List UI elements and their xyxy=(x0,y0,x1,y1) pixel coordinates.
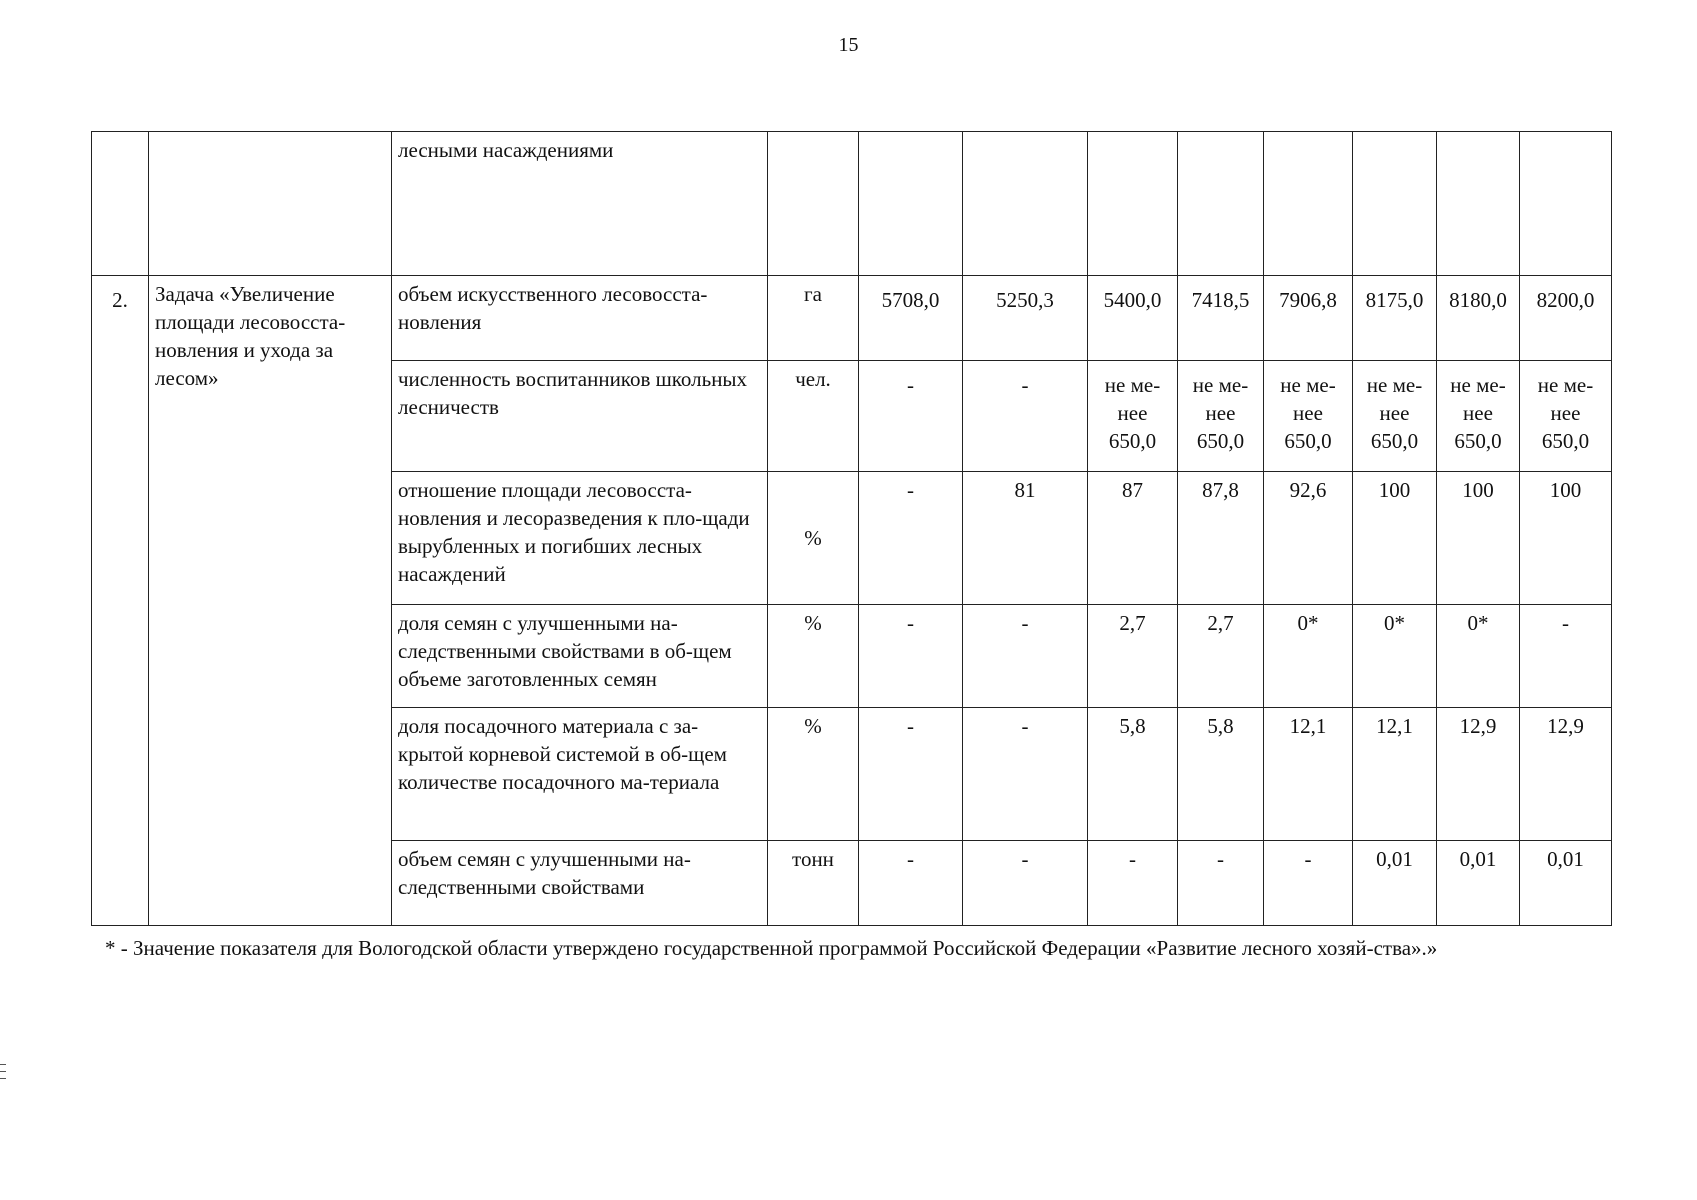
value-cell: - xyxy=(1264,841,1353,926)
value-cell: 100 xyxy=(1437,472,1520,605)
value-cell: 12,9 xyxy=(1520,708,1612,841)
value-cell: 12,9 xyxy=(1437,708,1520,841)
value-cell: 100 xyxy=(1520,472,1612,605)
value-cell: 0,01 xyxy=(1520,841,1612,926)
table-cell xyxy=(963,132,1088,276)
table-row xyxy=(92,132,1612,276)
value-cell: - xyxy=(859,361,963,472)
table-cell xyxy=(1178,132,1264,276)
page-number: 15 xyxy=(838,34,859,56)
value-cell: 8200,0 xyxy=(1520,276,1612,361)
value-cell: 5250,3 xyxy=(963,276,1088,361)
unit-cell: тонн xyxy=(768,841,859,926)
value-cell: не ме-нее 650,0 xyxy=(1178,361,1264,472)
row-number: 2. xyxy=(92,276,149,926)
value-cell: - xyxy=(859,708,963,841)
unit-cell: % xyxy=(768,605,859,708)
value-cell: 87 xyxy=(1088,472,1178,605)
value-cell: - xyxy=(859,472,963,605)
table-cell xyxy=(1088,132,1178,276)
indicator-cell: отношение площади лесовосста-новления и лесоразведения к пло-щади вырубленных и погибших лесных насаждений xyxy=(392,472,768,605)
value-cell: 100 xyxy=(1353,472,1437,605)
value-cell: 0* xyxy=(1353,605,1437,708)
value-cell: - xyxy=(963,708,1088,841)
indicator-cell: численность воспитанников школьных лесничеств xyxy=(392,361,768,472)
indicator-cell: объем семян с улучшенными на-следственными свойствами xyxy=(392,841,768,926)
value-cell: не ме-нее 650,0 xyxy=(1088,361,1178,472)
table-cell xyxy=(149,132,392,276)
value-cell: 5,8 xyxy=(1088,708,1178,841)
value-cell: 0* xyxy=(1437,605,1520,708)
value-cell: 8180,0 xyxy=(1437,276,1520,361)
table-cell xyxy=(1353,132,1437,276)
unit-cell: чел. xyxy=(768,361,859,472)
indicator-cell: доля посадочного материала с за-крытой корневой системой в об-щем количестве посадочного ма-териала xyxy=(392,708,768,841)
value-cell: - xyxy=(1178,841,1264,926)
value-cell: не ме-нее 650,0 xyxy=(1520,361,1612,472)
table-cell xyxy=(1520,132,1612,276)
value-cell: - xyxy=(963,361,1088,472)
value-cell: - xyxy=(859,841,963,926)
value-cell: не ме-нее 650,0 xyxy=(1437,361,1520,472)
value-cell: не ме-нее 650,0 xyxy=(1264,361,1353,472)
value-cell: 2,7 xyxy=(1088,605,1178,708)
table-row xyxy=(92,276,1612,361)
indicator-cell: объем искусственного лесовосста-новления xyxy=(392,276,768,361)
indicators-table xyxy=(91,131,1612,926)
value-cell: 5,8 xyxy=(1178,708,1264,841)
scan-edge-marks xyxy=(0,1064,6,1085)
table-cell xyxy=(768,132,859,276)
value-cell: - xyxy=(1520,605,1612,708)
value-cell: 5708,0 xyxy=(859,276,963,361)
value-cell: 12,1 xyxy=(1264,708,1353,841)
footnote: * - Значение показателя для Вологодской области утверждено государственной программой Российской Федерации «Развитие лесного хозяй-ства».» xyxy=(105,936,1438,960)
value-cell: 87,8 xyxy=(1178,472,1264,605)
value-cell: - xyxy=(963,605,1088,708)
value-cell: 7906,8 xyxy=(1264,276,1353,361)
table-cell xyxy=(859,132,963,276)
value-cell: 7418,5 xyxy=(1178,276,1264,361)
unit-cell: % xyxy=(768,472,859,605)
table-cell xyxy=(1437,132,1520,276)
value-cell: - xyxy=(1088,841,1178,926)
value-cell: 8175,0 xyxy=(1353,276,1437,361)
table-cell xyxy=(92,132,149,276)
value-cell: 92,6 xyxy=(1264,472,1353,605)
indicator-cell: доля семян с улучшенными на-следственными свойствами в об-щем объеме заготовленных семян xyxy=(392,605,768,708)
value-cell: 2,7 xyxy=(1178,605,1264,708)
value-cell: 5400,0 xyxy=(1088,276,1178,361)
value-cell: 0,01 xyxy=(1437,841,1520,926)
value-cell: 0* xyxy=(1264,605,1353,708)
table-cell xyxy=(1264,132,1353,276)
value-cell: 81 xyxy=(963,472,1088,605)
value-cell: 0,01 xyxy=(1353,841,1437,926)
unit-cell: % xyxy=(768,708,859,841)
value-cell: - xyxy=(859,605,963,708)
value-cell: 12,1 xyxy=(1353,708,1437,841)
value-cell: - xyxy=(963,841,1088,926)
value-cell: не ме-нее 650,0 xyxy=(1353,361,1437,472)
indicator-cell: лесными насаждениями xyxy=(392,132,768,276)
task-cell: Задача «Увеличение площади лесовосста-новления и ухода за лесом» xyxy=(149,276,392,926)
unit-cell: га xyxy=(768,276,859,361)
